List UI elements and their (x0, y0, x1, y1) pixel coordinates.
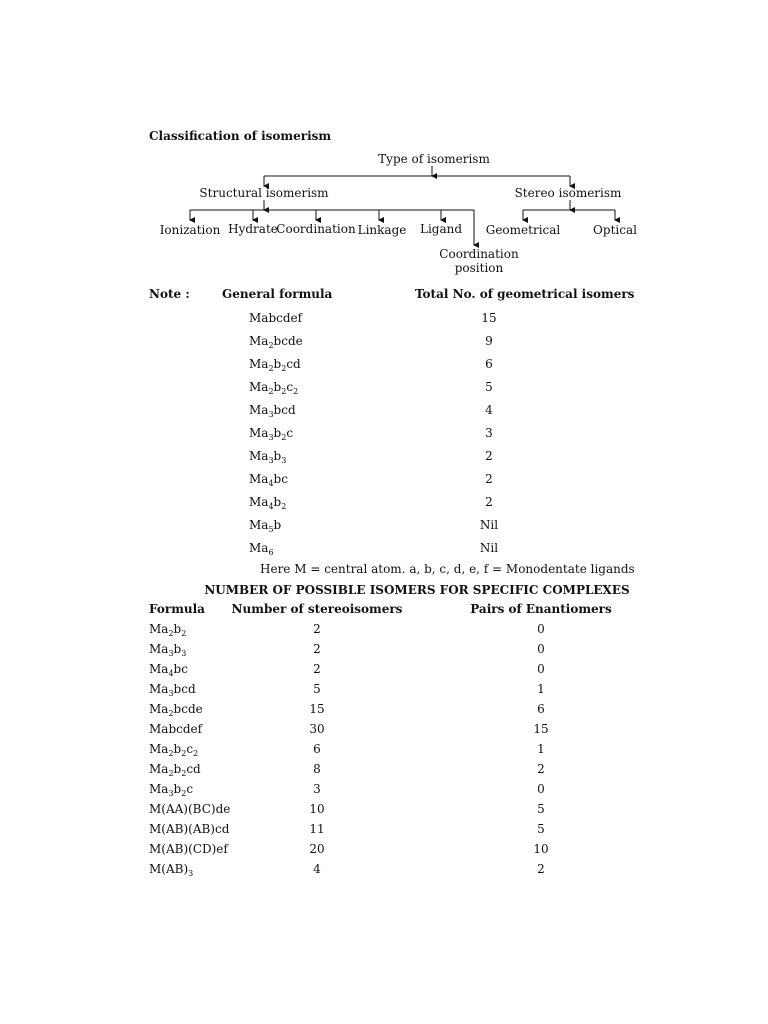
formula-subscript: 3 (168, 649, 174, 658)
formula-subscript: 3 (268, 433, 274, 442)
note-row-formula (249, 380, 298, 394)
table2-row-formula (149, 862, 193, 876)
formula (249, 541, 274, 555)
note-row-value: 2 (485, 472, 493, 486)
table2-row-formula (149, 822, 229, 836)
formula-subscript: 3 (281, 456, 287, 465)
formula (149, 822, 229, 836)
formula-subscript: 3 (188, 869, 194, 878)
table2-row-enantiomers: 5 (537, 802, 545, 816)
formula (249, 472, 288, 486)
tree-node-linkage: Linkage (357, 223, 407, 237)
table2-title: NUMBER OF POSSIBLE ISOMERS FOR SPECIFIC COMPLEXES (204, 583, 630, 597)
formula-text: Ma (249, 426, 269, 440)
note-row-value: 15 (481, 311, 497, 325)
coordination-position-line2: position (454, 261, 504, 275)
table2-row-stereoisomers: 20 (309, 842, 325, 856)
formula-text: c (286, 426, 294, 440)
note-row-value: Nil (479, 518, 499, 532)
formula-text: Ma (249, 472, 269, 486)
tree-stereo-label: Stereo isomerism (514, 186, 622, 200)
table2-row-stereoisomers: 10 (309, 802, 325, 816)
formula-text: Mabcdef (249, 311, 303, 325)
formula-text: bcde (173, 702, 203, 716)
formula-text: b (173, 742, 182, 756)
note-row-value: 5 (485, 380, 493, 394)
note-row-formula (249, 357, 301, 371)
tree-node-ligand: Ligand (419, 222, 463, 236)
formula-subscript: 6 (268, 548, 274, 557)
table2-row-formula (149, 702, 203, 716)
formula-text: Ma (249, 518, 269, 532)
note-footnote: Here M = central atom. a, b, c, d, e, f = Monodentate ligands (260, 562, 635, 576)
formula-subscript: 2 (168, 629, 174, 638)
section-title: Classification of isomerism (149, 129, 332, 143)
table2-row-formula (149, 642, 186, 656)
formula-text: bcde (273, 334, 303, 348)
note-row-formula (249, 518, 281, 532)
formula-text: b (273, 518, 282, 532)
formula (149, 642, 186, 656)
table2-row-stereoisomers: 2 (313, 662, 321, 676)
formula (149, 682, 196, 696)
formula-text: c (286, 380, 294, 394)
formula (149, 622, 186, 636)
formula-text: Ma (149, 622, 169, 636)
formula (249, 311, 302, 325)
formula-subscript: 2 (293, 387, 299, 396)
formula-text: b (273, 426, 282, 440)
formula-text: bc (273, 472, 288, 486)
formula-text: Ma (149, 662, 169, 676)
formula-text: Ma (149, 782, 169, 796)
formula-text: M(AB)(CD)ef (149, 842, 228, 856)
formula-text: Mabcdef (149, 722, 203, 736)
isomerism-tree-connectors (0, 0, 768, 290)
table2-row-formula (149, 722, 202, 736)
formula-text: Ma (149, 642, 169, 656)
formula-subscript: 3 (268, 410, 274, 419)
formula-text: Ma (249, 495, 269, 509)
note-row-formula (249, 472, 288, 486)
note-row-formula (249, 403, 296, 417)
formula (249, 449, 286, 463)
table2-row-stereoisomers: 15 (309, 702, 325, 716)
formula-subscript: 2 (181, 629, 187, 638)
formula-text: cd (186, 762, 201, 776)
note-row-value: 4 (485, 403, 493, 417)
formula-subscript: 4 (268, 502, 274, 511)
table2-row-formula (149, 802, 230, 816)
formula (149, 782, 193, 796)
formula-text: b (173, 782, 182, 796)
table2-row-formula (149, 662, 188, 676)
table2-row-enantiomers: 1 (537, 682, 545, 696)
table2-row-enantiomers: 0 (537, 622, 545, 636)
table2-row-stereoisomers: 3 (313, 782, 321, 796)
formula-subscript: 2 (181, 749, 187, 758)
formula-text: bc (173, 662, 188, 676)
note-row-value: 2 (485, 495, 493, 509)
formula-subscript: 2 (281, 364, 287, 373)
formula-subscript: 4 (168, 669, 174, 678)
tree-node-ionization: Ionization (159, 223, 221, 237)
note-row-value: 2 (485, 449, 493, 463)
formula-text: Ma (149, 762, 169, 776)
formula-text: Ma (249, 357, 269, 371)
note-row-value: 3 (485, 426, 493, 440)
table2-row-enantiomers: 1 (537, 742, 545, 756)
formula (249, 357, 301, 371)
formula-subscript: 2 (268, 364, 274, 373)
formula (149, 702, 203, 716)
formula-subscript: 2 (168, 769, 174, 778)
table2-row-formula (149, 622, 186, 636)
formula-subscript: 2 (181, 789, 187, 798)
tree-node-coordination: Coordination (276, 222, 356, 236)
table2-row-formula (149, 742, 198, 756)
formula-text: Ma (249, 403, 269, 417)
tree-node-optical: Optical (593, 223, 637, 237)
table2-header-stereoisomers: Number of stereoisomers (231, 602, 403, 616)
formula-subscript: 2 (168, 709, 174, 718)
formula (249, 380, 298, 394)
formula-text: b (173, 622, 182, 636)
formula (149, 662, 188, 676)
formula-subscript: 5 (268, 525, 274, 534)
formula-text: c (186, 782, 194, 796)
table2-row-formula (149, 682, 196, 696)
formula-text: Ma (149, 742, 169, 756)
note-row-formula (249, 449, 286, 463)
table2-row-enantiomers: 15 (533, 722, 549, 736)
note-row-formula (249, 334, 303, 348)
formula-text: b (273, 449, 282, 463)
note-row-formula (249, 311, 302, 325)
formula (249, 426, 293, 440)
table2-row-enantiomers: 0 (537, 642, 545, 656)
table2-row-stereoisomers: 2 (313, 642, 321, 656)
formula-text: Ma (249, 541, 269, 555)
table2-row-stereoisomers: 2 (313, 622, 321, 636)
formula-text: bcd (173, 682, 196, 696)
formula-text: Ma (149, 702, 169, 716)
formula-text: M(AB)(AB)cd (149, 822, 230, 836)
formula-subscript: 2 (268, 341, 274, 350)
formula (149, 862, 193, 876)
table2-row-enantiomers: 0 (537, 662, 545, 676)
note-row-value: 9 (485, 334, 493, 348)
formula-text: b (273, 495, 282, 509)
formula-subscript: 2 (281, 387, 287, 396)
table2-row-enantiomers: 0 (537, 782, 545, 796)
formula-text: Ma (249, 449, 269, 463)
table2-row-stereoisomers: 8 (313, 762, 321, 776)
table2-row-stereoisomers: 30 (309, 722, 325, 736)
formula-subscript: 4 (268, 479, 274, 488)
tree-node-coordination-position (439, 247, 518, 275)
note-row-formula (249, 426, 293, 440)
tree-structural-label: Structural isomerism (199, 186, 329, 200)
formula-subscript: 3 (168, 789, 174, 798)
coordination-position-line1: Coordination (439, 247, 519, 261)
table2-row-enantiomers: 6 (537, 702, 545, 716)
table2-row-enantiomers: 2 (537, 762, 545, 776)
formula-subscript: 2 (168, 749, 174, 758)
note-row-formula (249, 495, 286, 509)
table2-row-stereoisomers: 4 (313, 862, 321, 876)
tree-node-geometrical: Geometrical (485, 223, 561, 237)
formula-text: b (273, 380, 282, 394)
formula (149, 802, 230, 816)
formula (249, 518, 281, 532)
tree-root-label: Type of isomerism (378, 152, 490, 166)
formula-subscript: 2 (281, 433, 287, 442)
formula (249, 403, 296, 417)
table2-row-stereoisomers: 11 (309, 822, 325, 836)
table2-header-enantiomers: Pairs of Enantiomers (470, 602, 612, 616)
table2-row-enantiomers: 10 (533, 842, 549, 856)
formula (149, 722, 202, 736)
table2-row-formula (149, 762, 201, 776)
formula-subscript: 3 (268, 456, 274, 465)
tree-node-hydrate: Hydrate (228, 222, 278, 236)
note-col-general-formula: General formula (222, 287, 333, 301)
formula-text: b (173, 762, 182, 776)
formula-text: c (186, 742, 194, 756)
formula-subscript: 3 (168, 689, 174, 698)
formula-text: M(AA)(BC)de (149, 802, 231, 816)
formula-subscript: 2 (268, 387, 274, 396)
table2-row-stereoisomers: 6 (313, 742, 321, 756)
table2-row-formula (149, 782, 193, 796)
formula-text: cd (286, 357, 301, 371)
table2-row-enantiomers: 2 (537, 862, 545, 876)
formula (149, 762, 201, 776)
formula-text: Ma (149, 682, 169, 696)
formula-text: b (173, 642, 182, 656)
table2-row-stereoisomers: 5 (313, 682, 321, 696)
formula-text: Ma (249, 334, 269, 348)
formula-text: bcd (273, 403, 296, 417)
note-row-value: 6 (485, 357, 493, 371)
note-row-formula (249, 541, 274, 555)
formula-subscript: 2 (181, 769, 187, 778)
formula (149, 842, 228, 856)
formula (249, 495, 286, 509)
note-label: Note : (149, 287, 190, 301)
formula-text: Ma (249, 380, 269, 394)
note-row-value: Nil (479, 541, 499, 555)
table2-row-enantiomers: 5 (537, 822, 545, 836)
formula (149, 742, 198, 756)
formula (249, 334, 303, 348)
formula-text: M(AB) (149, 862, 189, 876)
note-col-total-geometrical: Total No. of geometrical isomers (415, 287, 635, 301)
formula-subscript: 2 (281, 502, 287, 511)
formula-subscript: 2 (193, 749, 199, 758)
table2-row-formula (149, 842, 228, 856)
table2-header-formula: Formula (149, 602, 205, 616)
formula-text: b (273, 357, 282, 371)
formula-subscript: 3 (181, 649, 187, 658)
